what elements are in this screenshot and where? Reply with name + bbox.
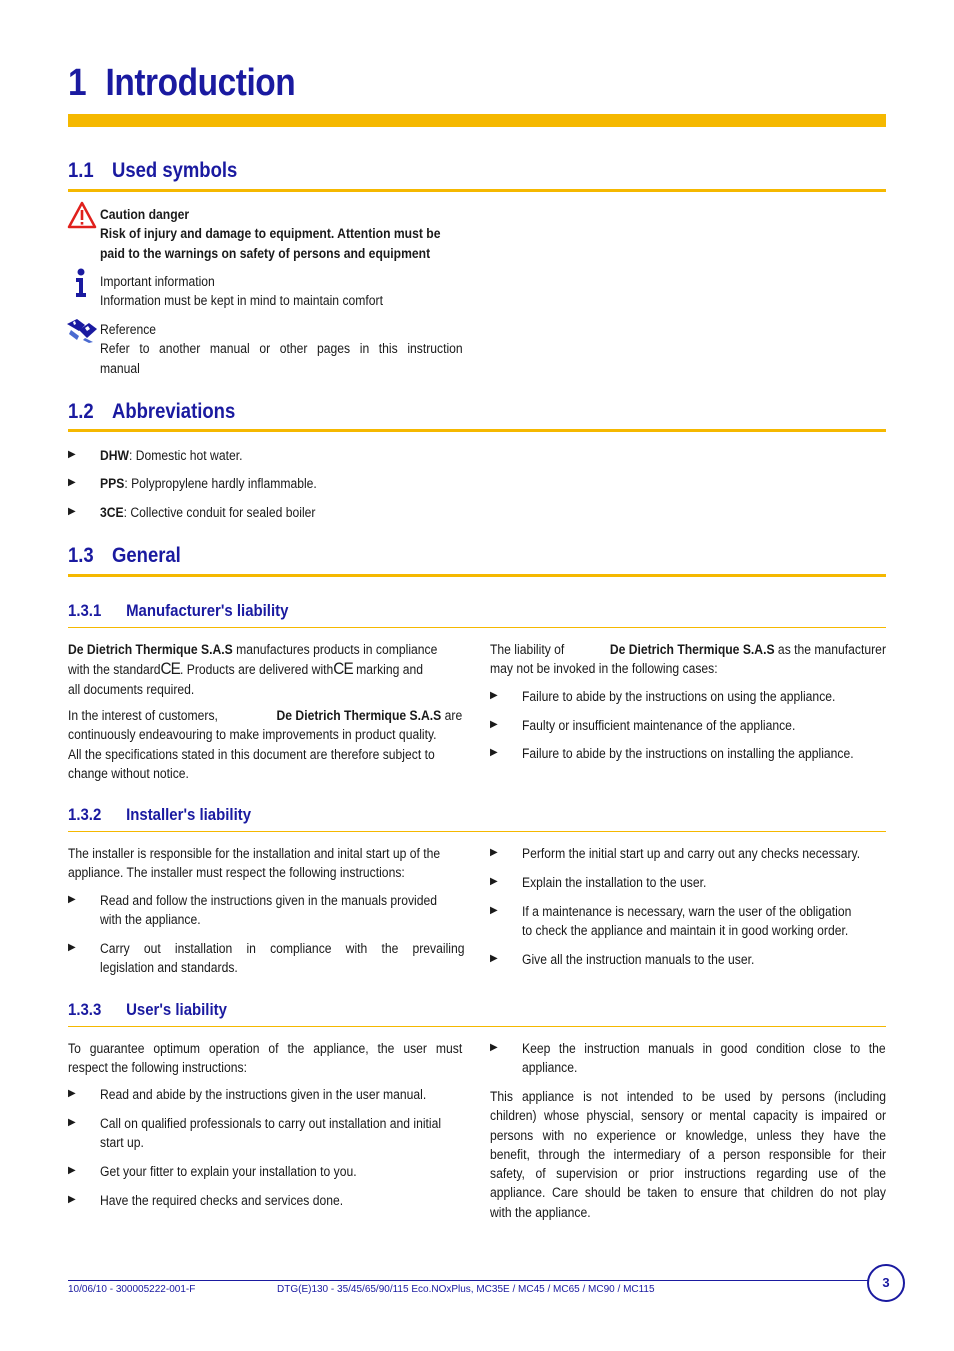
text: Call on qualified professionals to carry out installation and initial [100, 1116, 442, 1131]
list-item: Give all the instruction manuals to the user. [522, 952, 755, 967]
abbreviation-desc: : Polypropylene hardly inflammable. [124, 476, 317, 491]
ce-mark: CE [333, 659, 353, 679]
text: safety, of supervision or prior instructions regarding use of the [490, 1166, 886, 1182]
section-title: Used symbols [112, 159, 238, 182]
section-heading-1-2 [68, 400, 235, 424]
text: with the appliance. [100, 912, 201, 928]
abbreviation-item [100, 503, 315, 522]
subsection-heading-1-3-1 [68, 601, 288, 621]
section-number: 1.1 [68, 159, 94, 182]
subsection-divider [68, 627, 886, 628]
text: benefit, through the intermediary of a person responsible for their [490, 1146, 886, 1162]
abbreviation-term: 3CE [100, 505, 124, 520]
list-item: Failure to abide by the instructions on installing the appliance. [522, 746, 854, 761]
text: are [441, 708, 463, 723]
text: all documents required. [68, 681, 195, 697]
section-divider [68, 574, 886, 577]
bullet-triangle-icon: ▶ [68, 506, 76, 517]
abbreviation-item [100, 474, 317, 493]
section-title: Abbreviations [112, 400, 236, 423]
text: children) whose physcial, sensory or mental capacity is impaired or [490, 1108, 886, 1124]
section-divider [68, 189, 886, 192]
text: The liability of [490, 642, 565, 657]
text: Read and follow the instructions given in the manuals provided [100, 893, 438, 908]
text: to check the appliance and maintain it in good working order. [522, 923, 849, 939]
bullet-triangle-icon: ▶ [68, 942, 76, 953]
bullet-triangle-icon: ▶ [68, 1165, 76, 1176]
section-number: 1.3 [68, 544, 94, 567]
bullet-triangle-icon: ▶ [68, 1088, 76, 1099]
subsection-number: 1.3.3 [68, 1000, 102, 1019]
section-title: General [112, 544, 181, 567]
reference-line: Reference [100, 322, 157, 337]
bullet-triangle-icon: ▶ [490, 876, 498, 887]
text: marking and [352, 662, 424, 678]
bullet-triangle-icon: ▶ [490, 747, 498, 758]
bullet-triangle-icon: ▶ [68, 477, 76, 488]
text: legislation and standards. [100, 960, 238, 976]
text: manufactures products in compliance [232, 642, 438, 657]
chapter-title [68, 62, 295, 105]
text: Carry out installation in compliance with the prevailing [100, 941, 465, 956]
text: persons with no experience or knowledge, unless they have the [490, 1127, 886, 1143]
text: All the specifications stated in this document are therefore subject to [68, 746, 435, 762]
reference-line: Refer to another manual or other pages in this instruction [100, 341, 463, 357]
list-item [100, 1114, 465, 1153]
subsection-heading-1-3-2 [68, 805, 251, 825]
text: start up. [100, 1135, 144, 1151]
manufacturer-paragraph-2 [68, 706, 462, 783]
warning-triangle-icon [67, 201, 97, 229]
manufacturer-liability-intro [490, 640, 886, 679]
bullet-triangle-icon: ▶ [490, 690, 498, 701]
bullet-triangle-icon: ▶ [68, 1194, 76, 1205]
danger-title: Caution danger [100, 207, 190, 222]
company-name: De Dietrich Thermique S.A.S [609, 642, 775, 657]
info-i-icon [74, 268, 88, 298]
chapter-number: 1 [68, 62, 87, 104]
text: In the interest of customers, [68, 708, 218, 723]
installer-intro [68, 844, 462, 883]
list-item: Get your fitter to explain your installation to you. [100, 1164, 357, 1179]
text: appliance. [522, 1060, 578, 1076]
info-description [100, 272, 465, 311]
text: To guarantee optimum operation of the appliance, the user must [68, 1041, 463, 1056]
text: This appliance is not intended to be used by persons (including [490, 1089, 886, 1104]
list-item: Explain the installation to the user. [522, 875, 707, 890]
abbreviation-term: PPS [100, 476, 125, 491]
danger-description [100, 205, 465, 263]
bullet-triangle-icon: ▶ [490, 847, 498, 858]
list-item: Read and abide by the instructions given in the user manual. [100, 1087, 427, 1102]
text: continuously endeavouring to make improvements in product quality. [68, 727, 437, 743]
section-heading-1-1 [68, 159, 237, 183]
subsection-number: 1.3.1 [68, 601, 102, 620]
list-item [522, 902, 886, 941]
manufacturer-paragraph-1 [68, 640, 462, 699]
text: as the manufacturer [774, 642, 886, 657]
bullet-triangle-icon: ▶ [68, 1117, 76, 1128]
user-intro [68, 1039, 462, 1078]
bullet-triangle-icon: ▶ [68, 894, 76, 905]
abbreviation-desc: : Collective conduit for sealed boiler [123, 505, 316, 520]
danger-line: paid to the warnings on safety of persons and equipment [100, 245, 431, 261]
abbreviation-desc: : Domestic hot water. [129, 448, 243, 463]
text: respect the following instructions: [68, 1060, 247, 1076]
text: Keep the instruction manuals in good condition close to the [522, 1041, 886, 1056]
text: appliance. The installer must respect the following instructions: [68, 865, 405, 881]
section-number: 1.2 [68, 400, 94, 423]
info-line: Important information [100, 274, 215, 289]
list-item [100, 891, 465, 930]
user-safety-paragraph [490, 1087, 886, 1222]
bullet-triangle-icon: ▶ [490, 719, 498, 730]
subsection-title: Installer's liability [126, 805, 252, 824]
subsection-number: 1.3.2 [68, 805, 102, 824]
subsection-heading-1-3-3 [68, 1000, 227, 1020]
text: may not be invoked in the following cases: [490, 661, 718, 677]
reference-line: manual [100, 360, 140, 376]
reference-description [100, 320, 463, 378]
abbreviation-item [100, 446, 242, 465]
list-item: Perform the initial start up and carry out any checks necessary. [522, 846, 861, 861]
subsection-title: User's liability [126, 1000, 227, 1019]
bullet-triangle-icon: ▶ [68, 449, 76, 460]
info-line: Information must be kept in mind to maintain comfort [100, 293, 383, 309]
footer-line [68, 1280, 868, 1281]
subsection-divider [68, 1026, 886, 1027]
list-item [100, 939, 465, 978]
text: If a maintenance is necessary, warn the user of the obligation [522, 904, 852, 919]
chapter-divider [68, 114, 886, 127]
list-item: Failure to abide by the instructions on using the appliance. [522, 689, 836, 704]
footer-doc-ref: 10/06/10 - 300005222-001-F [68, 1284, 196, 1295]
reference-hands-icon [65, 316, 99, 344]
subsection-title: Manufacturer's liability [126, 601, 289, 620]
section-divider [68, 429, 886, 432]
ce-mark: CE [160, 659, 180, 679]
text: The installer is responsible for the installation and inital start up of the [68, 846, 441, 861]
company-name: De Dietrich Thermique S.A.S [276, 708, 442, 723]
chapter-title-text: Introduction [105, 62, 296, 104]
footer-product: DTG(E)130 - 35/45/65/90/115 Eco.NOxPlus, MC35E / MC45 / MC65 / MC90 / MC115 [277, 1284, 655, 1295]
text: with the appliance. [490, 1204, 591, 1220]
list-item: Have the required checks and services done. [100, 1193, 344, 1208]
bullet-triangle-icon: ▶ [490, 1042, 498, 1053]
text: . Products are delivered with [179, 662, 334, 678]
bullet-triangle-icon: ▶ [490, 953, 498, 964]
list-item: Faulty or insufficient maintenance of the appliance. [522, 718, 796, 733]
list-item [522, 1039, 886, 1078]
danger-line: Risk of injury and damage to equipment. Attention must be [100, 226, 441, 242]
bullet-triangle-icon: ▶ [490, 905, 498, 916]
section-heading-1-3 [68, 544, 181, 568]
company-name: De Dietrich Thermique S.A.S [68, 642, 233, 657]
text: appliance. Care should be taken to ensure that children do not play [490, 1185, 886, 1201]
subsection-divider [68, 831, 886, 832]
abbreviation-term: DHW [100, 448, 130, 463]
page-number: 3 [867, 1264, 905, 1302]
text: change without notice. [68, 765, 189, 781]
text: with the standard [68, 662, 161, 678]
